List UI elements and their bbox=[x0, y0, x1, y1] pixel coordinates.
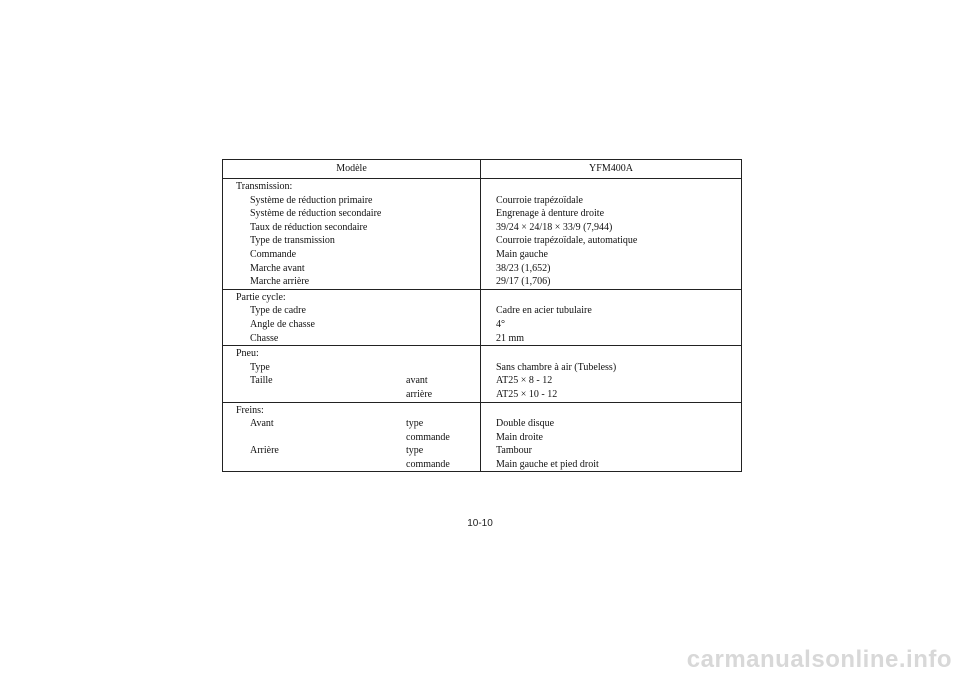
spec-row bbox=[223, 458, 741, 472]
spec-value: 21 mm bbox=[496, 332, 525, 344]
spec-value: Main droite bbox=[496, 431, 543, 443]
spec-sublabel: commande bbox=[406, 458, 450, 470]
spec-sublabel: arrière bbox=[406, 388, 433, 400]
spec-row bbox=[223, 374, 741, 388]
spec-row bbox=[223, 234, 741, 248]
section-title: Partie cycle: bbox=[236, 291, 286, 303]
spec-label: Marche arrière bbox=[250, 276, 310, 288]
spec-label: Chasse bbox=[250, 332, 279, 344]
spec-sublabel: type bbox=[406, 418, 424, 430]
spec-value: Engrenage à denture droite bbox=[496, 208, 605, 220]
watermark: carmanualsonline.info bbox=[686, 646, 952, 673]
spec-section bbox=[223, 179, 741, 290]
spec-value: Courroie trapézoïdale bbox=[496, 194, 583, 206]
spec-row bbox=[223, 262, 741, 276]
spec-row bbox=[223, 248, 741, 262]
section-title: Transmission: bbox=[236, 181, 293, 192]
section-title: Freins: bbox=[236, 404, 264, 416]
spec-value: 4° bbox=[496, 318, 505, 330]
spec-value: AT25 × 10 - 12 bbox=[496, 388, 558, 400]
spec-value: Main gauche bbox=[496, 248, 548, 260]
spec-sublabel: commande bbox=[406, 431, 450, 443]
table-header bbox=[223, 160, 741, 179]
section-title: Pneu: bbox=[236, 348, 259, 360]
spec-sublabel: type bbox=[406, 445, 424, 457]
header-model-label: Modèle bbox=[223, 160, 481, 178]
spec-value: Tambour bbox=[496, 445, 532, 457]
table-body bbox=[223, 179, 741, 471]
spec-row bbox=[223, 444, 741, 458]
spec-row bbox=[223, 275, 741, 289]
spec-row bbox=[223, 431, 741, 445]
spec-value: Courroie trapézoïdale, automatique bbox=[496, 235, 638, 247]
spec-label: Taux de réduction secondaire bbox=[250, 221, 368, 233]
spec-value: Main gauche et pied droit bbox=[496, 458, 599, 470]
spec-section bbox=[223, 346, 741, 402]
spec-row bbox=[223, 361, 741, 375]
spec-value: Double disque bbox=[496, 418, 555, 430]
spec-row bbox=[223, 388, 741, 402]
spec-label: Angle de chasse bbox=[250, 318, 315, 330]
spec-label: Système de réduction primaire bbox=[250, 194, 373, 206]
spec-section bbox=[223, 290, 741, 346]
spec-row bbox=[223, 417, 741, 431]
spec-value: 29/17 (1,706) bbox=[496, 276, 551, 288]
spec-label: Taille bbox=[250, 375, 273, 387]
spec-section bbox=[223, 403, 741, 472]
spec-row bbox=[223, 207, 741, 221]
spec-row bbox=[223, 332, 741, 346]
spec-label: Type de cadre bbox=[250, 305, 306, 317]
spec-value: 39/24 × 24/18 × 33/9 (7,944) bbox=[496, 221, 613, 233]
spec-label: Marche avant bbox=[250, 262, 305, 274]
spec-table bbox=[222, 159, 742, 472]
spec-label: Type bbox=[250, 361, 270, 373]
spec-label: Système de réduction secondaire bbox=[250, 208, 382, 220]
spec-row bbox=[223, 221, 741, 235]
spec-value: Cadre en acier tubulaire bbox=[496, 305, 592, 317]
spec-row bbox=[223, 304, 741, 318]
spec-label: Arrière bbox=[250, 445, 279, 457]
spec-label: Avant bbox=[250, 418, 274, 430]
spec-label: Commande bbox=[250, 248, 297, 260]
spec-value: 38/23 (1,652) bbox=[496, 262, 551, 274]
spec-value: AT25 × 8 - 12 bbox=[496, 375, 553, 387]
spec-sublabel: avant bbox=[406, 375, 428, 387]
spec-label: Type de transmission bbox=[250, 235, 335, 247]
page-number: 10-10 bbox=[467, 518, 493, 529]
spec-row bbox=[223, 194, 741, 208]
spec-value: Sans chambre à air (Tubeless) bbox=[496, 361, 617, 373]
spec-row bbox=[223, 318, 741, 332]
header-model-value: YFM400A bbox=[589, 163, 633, 174]
